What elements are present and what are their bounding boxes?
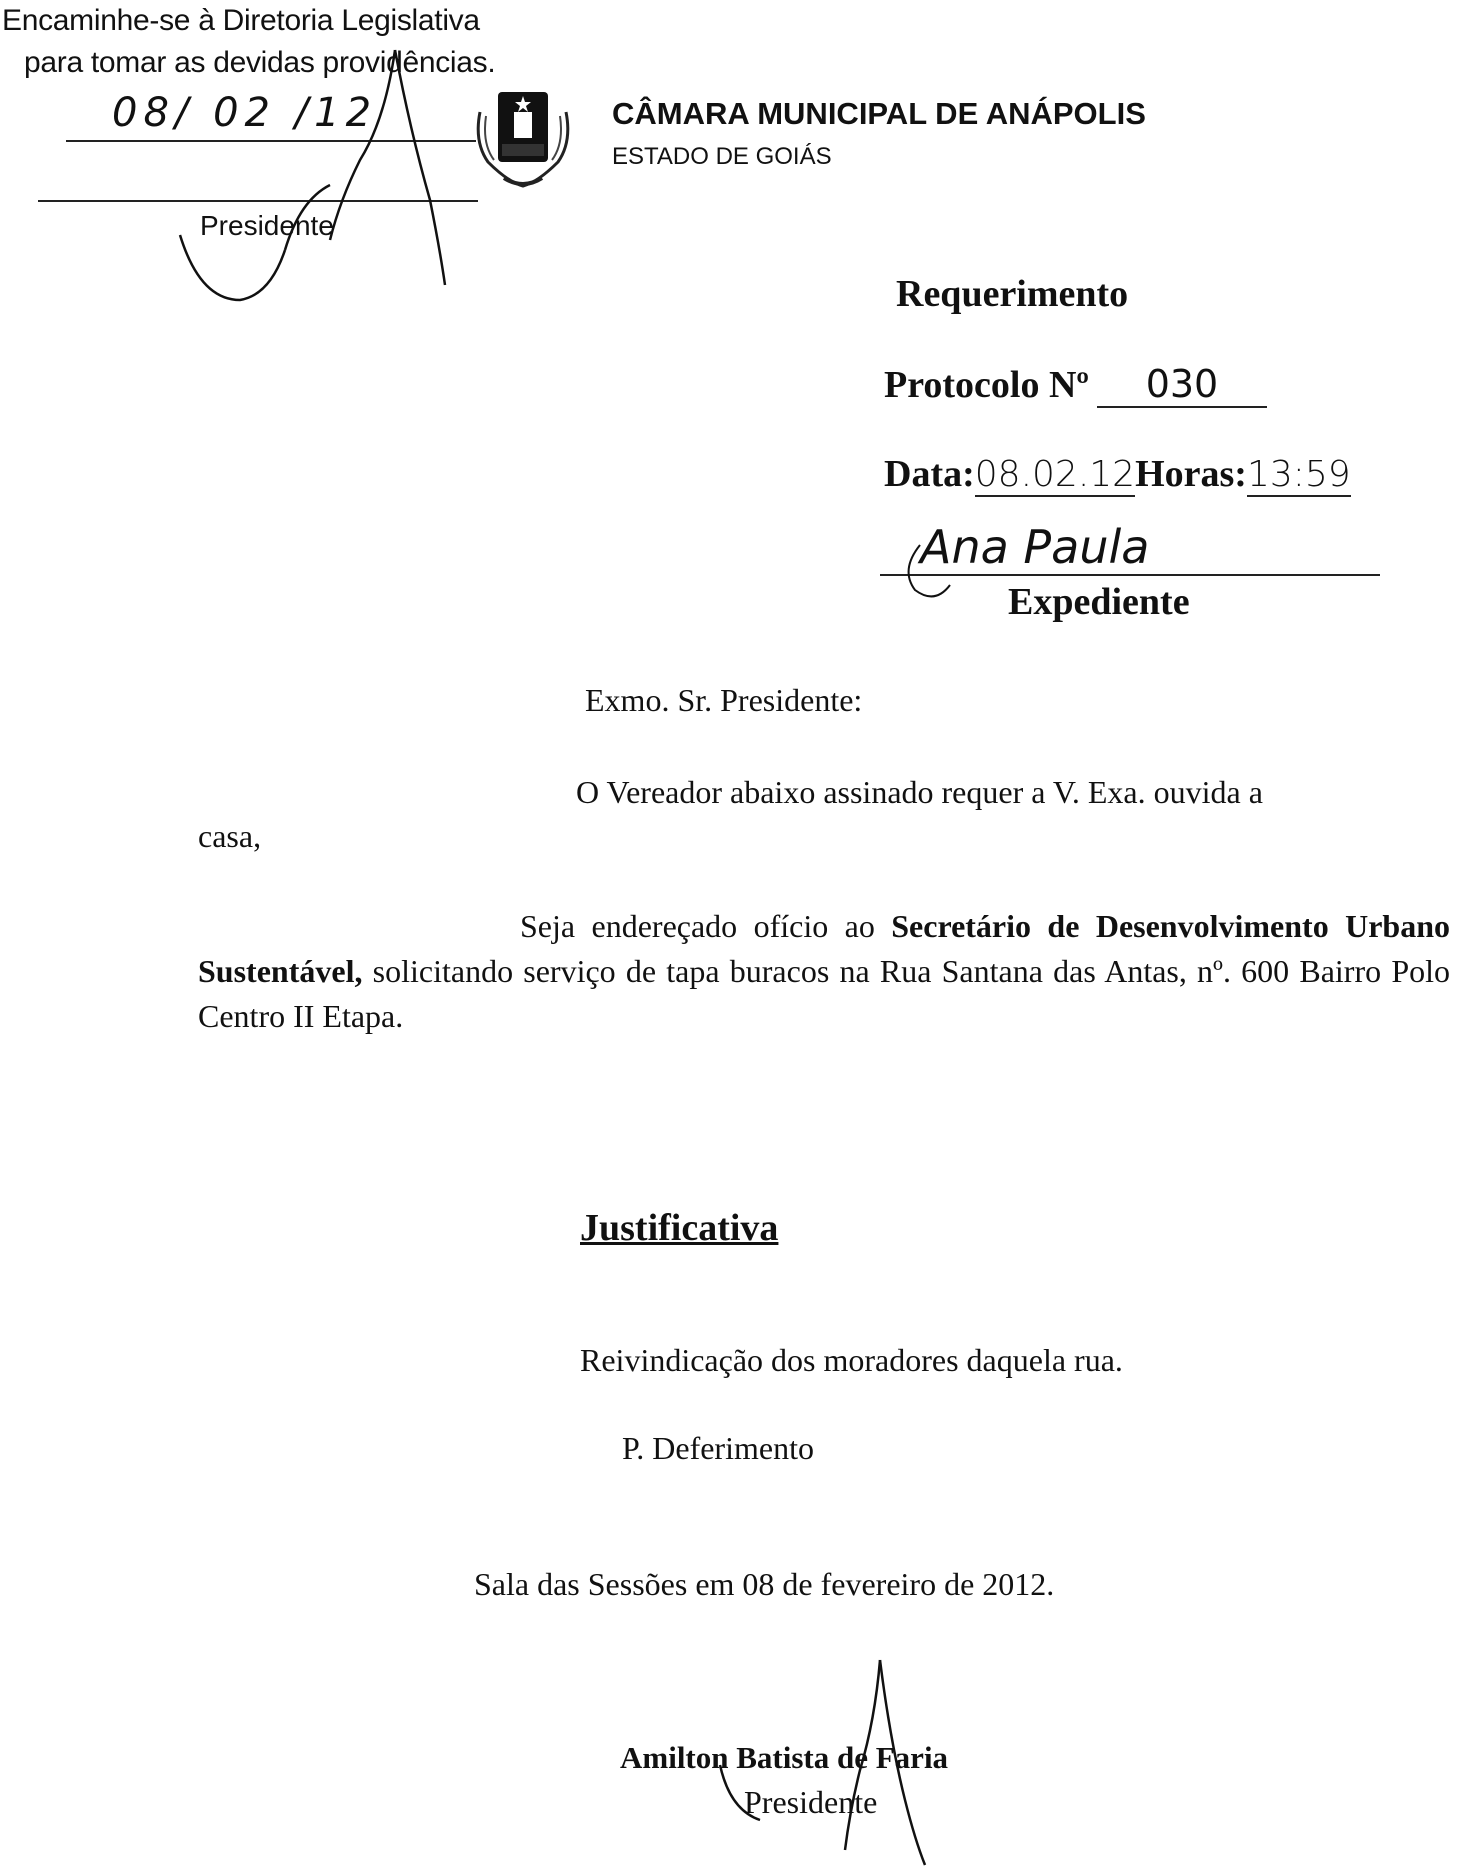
stamp-signature-rule	[38, 200, 478, 202]
stamp-date-rule	[66, 140, 476, 142]
institution-state: ESTADO DE GOIÁS	[612, 143, 832, 170]
protocol-date-row	[884, 452, 1351, 496]
hours-value: 13:59	[1246, 454, 1351, 495]
request-body-lead: Seja endereçado ofício ao	[520, 908, 875, 944]
protocol-number-value: 030	[1097, 362, 1267, 408]
request-paragraph-line2: casa,	[198, 818, 262, 854]
request-paragraph-line1: O Vereador abaixo assinado requer a V. Exa. ouvida a	[576, 774, 1263, 810]
closing-formula: P. Deferimento	[622, 1430, 814, 1466]
signer-role: Presidente	[744, 1784, 878, 1820]
signer-name: Amilton Batista de Faria	[620, 1740, 949, 1775]
date-label: Data:	[884, 453, 975, 495]
expediente-rule	[880, 574, 1380, 576]
dispatch-stamp-line1: Encaminhe-se à Diretoria Legislativa	[2, 4, 480, 37]
coat-of-arms-icon	[468, 82, 578, 192]
request-body-recipient: Secretário de Desenvolvimento Urbano Sustentável,	[198, 908, 1450, 989]
document-type-title: Requerimento	[896, 273, 1129, 315]
dispatch-stamp-line2: para tomar as devidas providências.	[24, 46, 496, 79]
institution-name: CÂMARA MUNICIPAL DE ANÁPOLIS	[612, 96, 1146, 131]
hours-label: Horas:	[1135, 453, 1247, 495]
justification-text: Reivindicação dos moradores daquela rua.	[580, 1342, 1123, 1378]
date-value: 08.02.12	[974, 454, 1136, 495]
dispatch-stamp-role: Presidente	[200, 210, 334, 241]
request-body-rest: solicitando serviço de tapa buracos na Rua Santana das Antas, nº. 600 Bairro Polo Centro II Etapa.	[198, 953, 1451, 1034]
justification-title: Justificativa	[580, 1207, 779, 1249]
clerk-signature: Ana Paula	[920, 520, 1150, 574]
dispatch-stamp-date: 08/ 02 /12	[112, 90, 378, 136]
request-body-paragraph	[198, 904, 1450, 1039]
expediente-label: Expediente	[1008, 581, 1190, 623]
protocol-number-label: Protocolo Nº	[884, 364, 1089, 406]
salutation: Exmo. Sr. Presidente:	[585, 682, 863, 718]
protocol-number-row	[884, 362, 1267, 408]
place-and-date: Sala das Sessões em 08 de fevereiro de 2012.	[474, 1566, 1055, 1602]
